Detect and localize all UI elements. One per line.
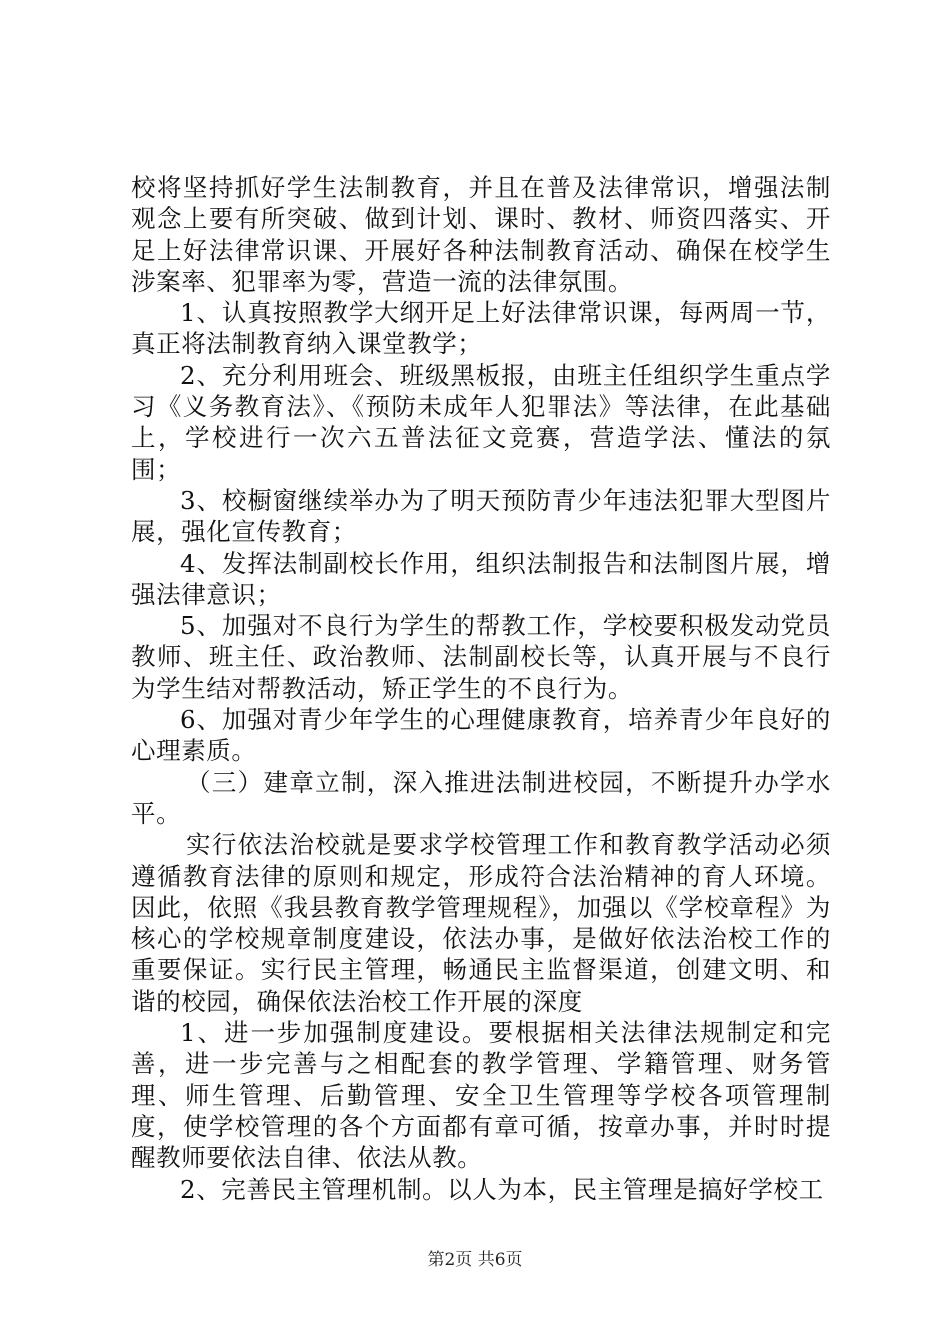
paragraph-item-6: 6、加强对青少年学生的心理健康教育，培养青少年良好的心理素质。	[131, 705, 831, 766]
paragraph-item-5: 5、加强对不良行为学生的帮教工作，学校要积极发动党员教师、班主任、政治教师、法制副校长等，认真开展与不良行为学生结对帮教活动，矫正学生的不良行为。	[131, 611, 831, 703]
section-heading-3: （三）建章立制，深入推进法制进校园，不断提升办学水平。	[131, 767, 831, 828]
paragraph-item-2: 2、充分利用班会、班级黑板报，由班主任组织学生重点学习《义务教育法》、《预防未成年人犯罪法》等法律，在此基础上，学校进行一次六五普法征文竞赛，营造学法、懂法的氛围；	[131, 360, 831, 484]
document-body	[131, 172, 831, 1205]
paragraph-item-3: 3、校橱窗继续举办为了明天预防青少年违法犯罪大型图片展，强化宣传教育；	[131, 485, 831, 547]
paragraph-section-3-intro: 实行依法治校就是要求学校管理工作和教育教学活动必须遵循教育法律的原则和规定，形成符合法治精神的育人环境。因此，依照《我县教育教学管理规程》，加强以《学校章程》为核心的学校规章制度建设，依法办事，是做好依法治校工作的重要保证。实行民主管理，畅通民主监督渠道，创建文明、和谐的校园，确保依法治校工作开展的深度	[131, 830, 831, 1016]
paragraph-item-1: 1、认真按照教学大纲开足上好法律常识课，每两周一节，真正将法制教育纳入课堂教学；	[131, 298, 831, 359]
paragraph-section-3-item-1: 1、进一步加强制度建设。要根据相关法律法规制定和完善，进一步完善与之相配套的教学管理、学籍管理、财务管理、师生管理、后勤管理、安全卫生管理等学校各项管理制度，使学校管理的各个方面都有章可循，按章办事，并时时提醒教师要依法自律、依法从教。	[131, 1018, 831, 1173]
page-number-footer: 第2页 共6页	[427, 1250, 523, 1270]
paragraph-section-3-item-2: 2、完善民主管理机制。以人为本，民主管理是搞好学校工	[180, 1174, 824, 1204]
paragraph-item-4: 4、发挥法制副校长作用，组织法制报告和法制图片展，增强法律意识；	[131, 548, 831, 609]
paragraph-intro-continued: 校将坚持抓好学生法制教育，并且在普及法律常识，增强法制观念上要有所突破、做到计划、课时、教材、师资四落实、开足上好法律常识课、开展好各种法制教育活动、确保在校学生涉案率、犯罪率为零，营造一流的法律氛围。	[131, 173, 831, 296]
